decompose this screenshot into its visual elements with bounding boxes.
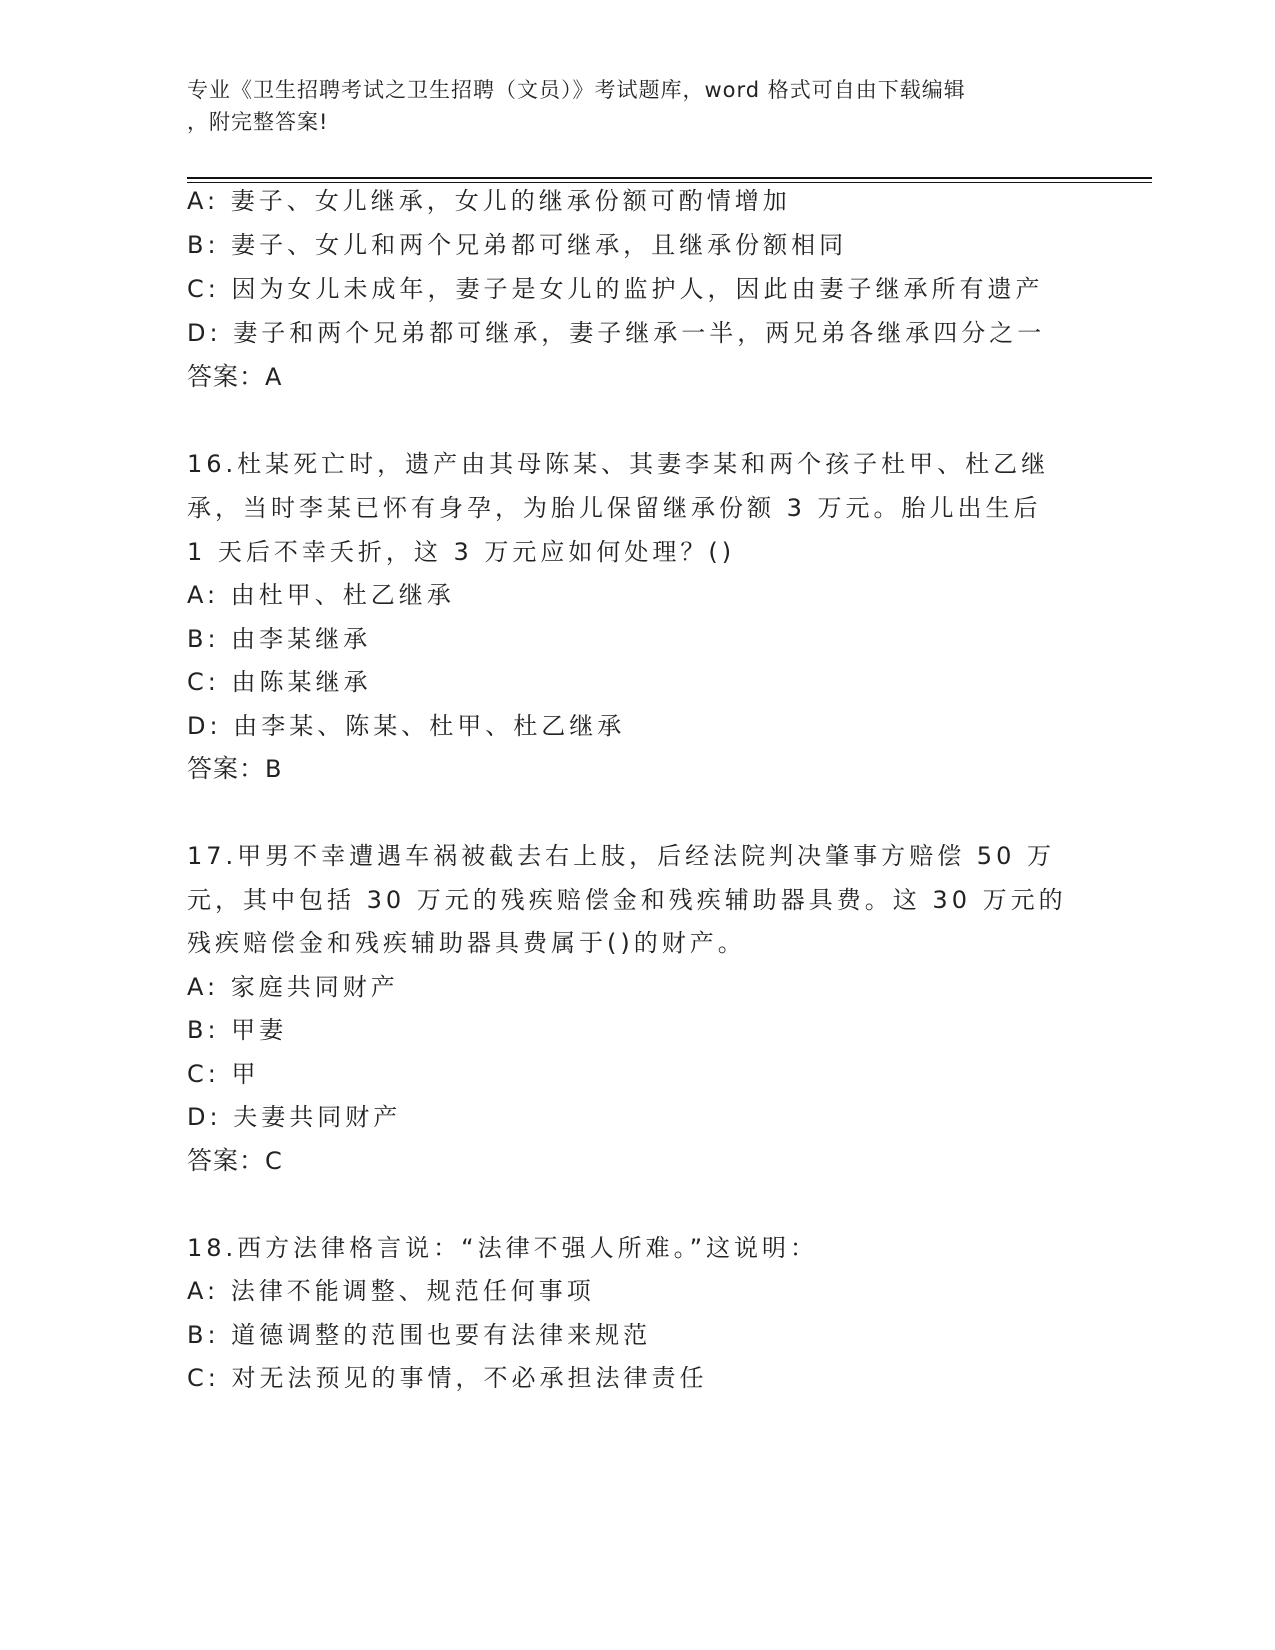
q17-stem-line-2: 元，其中包括 30 万元的残疾赔偿金和残疾辅助器具费。这 30 万元的 [187,886,1067,914]
q15-option-d: D: 妻子和两个兄弟都可继承，妻子继承一半，两兄弟各继承四分之一 [187,319,1046,347]
q17-option-a: A: 家庭共同财产 [187,973,399,1001]
q17-answer [187,1146,283,1176]
q16-answer [187,754,282,784]
q16-stem-line-2: 承，当时李某已怀有身孕，为胎儿保留继承份额 3 万元。胎儿出生后 [187,494,1042,522]
answer-label: 答案： [187,362,266,391]
q17-option-c: C: 甲 [187,1060,260,1088]
q18-option-a: A: 法律不能调整、规范任何事项 [187,1277,595,1305]
q17-option-b: B: 甲妻 [187,1016,288,1044]
header-line-2: ，附完整答案! [187,110,329,134]
document-header [187,74,1067,138]
q15-option-a: A: 妻子、女儿继承，女儿的继承份额可酌情增加 [187,187,791,215]
q16-stem-line-3: 1 天后不幸夭折，这 3 万元应如何处理？() [187,538,736,566]
q17-option-d: D: 夫妻共同财产 [187,1103,402,1131]
q15-option-c: C: 因为女儿未成年，妻子是女儿的监护人，因此由妻子继承所有遗产 [187,275,1044,303]
header-line-1: 专业《卫生招聘考试之卫生招聘（文员）》考试题库，word 格式可自由下载编辑 [187,78,966,102]
q16-stem-line-1: 16.杜某死亡时，遗产由其母陈某、其妻李某和两个孩子杜甲、杜乙继 [187,450,1050,478]
answer-value: C [265,1147,283,1175]
q15-option-b: B: 妻子、女儿和两个兄弟都可继承，且继承份额相同 [187,231,848,259]
answer-label: 答案： [187,1146,266,1175]
q18-stem-line-1: 18.西方法律格言说：“法律不强人所难。”这说明： [187,1234,819,1262]
q18-option-b: B: 道德调整的范围也要有法律来规范 [187,1321,652,1349]
header-divider-thin [187,182,1152,183]
answer-label: 答案： [187,754,266,783]
q17-stem-line-3: 残疾赔偿金和残疾辅助器具费属于()的财产。 [187,929,746,957]
answer-value: B [265,755,283,783]
q16-option-b: B: 由李某继承 [187,625,372,653]
q16-option-c: C: 由陈某继承 [187,668,372,696]
q18-option-c: C: 对无法预见的事情，不必承担法律责任 [187,1364,708,1392]
q15-answer [187,362,282,392]
q16-option-a: A: 由杜甲、杜乙继承 [187,581,455,609]
answer-value: A [265,363,283,391]
header-divider-thick [187,177,1152,179]
q16-option-d: D: 由李某、陈某、杜甲、杜乙继承 [187,712,626,740]
q17-stem-line-1: 17.甲男不幸遭遇车祸被截去右上肢，后经法院判决肇事方赔偿 50 万 [187,842,1055,870]
